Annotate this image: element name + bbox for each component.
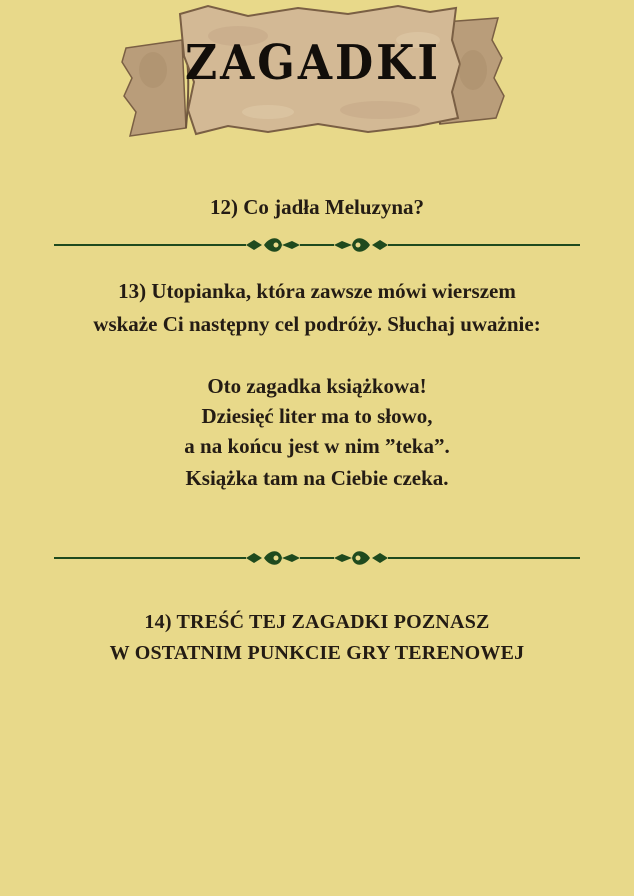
poem-line-4: Książka tam na Ciebie czeka. xyxy=(185,466,449,490)
poem-line-1: Oto zagadka książkowa! xyxy=(207,374,427,398)
title-banner xyxy=(118,0,508,145)
question-14-line-2: W OSTATNIM PUNKCIE GRY TERENOWEJ xyxy=(109,642,525,664)
ornamental-flourish-icon xyxy=(54,236,580,254)
question-13-line-2: wskaże Ci następny cel podróży. Słuchaj uważnie: xyxy=(93,312,541,336)
page-title: ZAGADKI xyxy=(185,35,441,92)
question-14-line-1: 14) TREŚĆ TEJ ZAGADKI POZNASZ xyxy=(144,611,490,633)
question-13-line-1: 13) Utopianka, która zawsze mówi wierszem xyxy=(118,279,516,303)
poem-line-2: Dziesięć liter ma to słowo, xyxy=(201,404,433,428)
poem-line-3: a na końcu jest w nim ”teka”. xyxy=(184,434,450,458)
question-12: 12) Co jadła Meluzyna? xyxy=(209,195,425,219)
ornamental-flourish-icon xyxy=(54,549,580,567)
